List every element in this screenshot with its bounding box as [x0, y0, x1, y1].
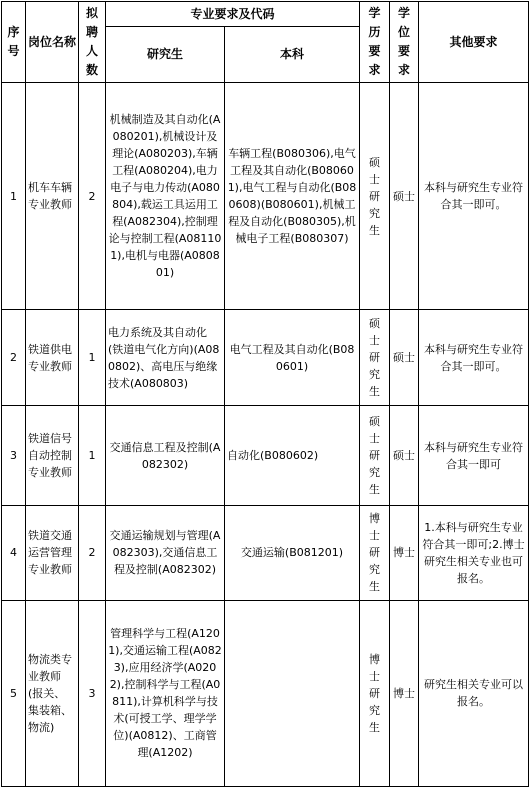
table-row: [2, 600, 529, 786]
cell-planned: 3: [79, 600, 106, 786]
cell-degree: 硕士: [390, 310, 419, 406]
header-postgrad: 研究生: [106, 27, 225, 83]
cell-position: 机车车辆专业教师: [26, 83, 79, 310]
header-other: 其他要求: [419, 2, 529, 83]
cell-education: 硕士研究生: [360, 83, 390, 310]
cell-degree: 硕士: [390, 83, 419, 310]
cell-position: 铁道供电专业教师: [26, 310, 79, 406]
cell-seq: 3: [2, 406, 26, 505]
cell-degree: 博士: [390, 600, 419, 786]
cell-postgrad: 管理科学与工程(A1201),交通运输工程(A0823),应用经济学(A0202),控制科学与工程(A0811),计算机科学与技术(可授工学、理学学位)(A0812)、工商管理(A1202): [106, 600, 225, 786]
cell-other: 1.本科与研究生专业符合其一即可;2.博士研究生相关专业也可报名。: [419, 505, 529, 600]
cell-planned: 2: [79, 83, 106, 310]
cell-degree: 博士: [390, 505, 419, 600]
header-position: 岗位名称: [26, 2, 79, 83]
cell-seq: 4: [2, 505, 26, 600]
header-planned: 拟聘人数: [79, 2, 106, 83]
cell-undergrad: 交通运输(B081201): [225, 505, 360, 600]
cell-other: 研究生相关专业可以报名。: [419, 600, 529, 786]
recruitment-table: [1, 1, 529, 787]
table-row: [2, 310, 529, 406]
cell-education: 博士研究生: [360, 600, 390, 786]
cell-planned: 1: [79, 310, 106, 406]
cell-degree: 硕士: [390, 406, 419, 505]
cell-position: 铁道信号自动控制专业教师: [26, 406, 79, 505]
cell-seq: 5: [2, 600, 26, 786]
cell-other: 本科与研究生专业符合其一即可。: [419, 310, 529, 406]
cell-seq: 2: [2, 310, 26, 406]
cell-education: 硕士研究生: [360, 310, 390, 406]
cell-education: 硕士研究生: [360, 406, 390, 505]
cell-undergrad: 电气工程及其自动化(B080601): [225, 310, 360, 406]
cell-postgrad: 交通信息工程及控制(A082302): [106, 406, 225, 505]
cell-other: 本科与研究生专业符合其一即可。: [419, 83, 529, 310]
header-undergrad: 本科: [225, 27, 360, 83]
cell-seq: 1: [2, 83, 26, 310]
cell-education: 博士研究生: [360, 505, 390, 600]
cell-planned: 2: [79, 505, 106, 600]
header-seq: 序号: [2, 2, 26, 83]
header-education: 学历要求: [360, 2, 390, 83]
cell-postgrad: 电力系统及其自动化(铁道电气化方向)(A080802)、高电压与绝缘技术(A080803): [106, 310, 225, 406]
cell-planned: 1: [79, 406, 106, 505]
header-degree: 学位要求: [390, 2, 419, 83]
table-row: [2, 406, 529, 505]
header-row-1: [2, 2, 529, 27]
cell-postgrad: 交通运输规划与管理(A082303),交通信息工程及控制(A082302): [106, 505, 225, 600]
table-row: [2, 505, 529, 600]
cell-position: 物流类专业教师(报关、集装箱、物流): [26, 600, 79, 786]
cell-undergrad: 车辆工程(B080306),电气工程及其自动化(B080601),电气工程与自动化(B080608)(B080601),机械工程及自动化(B080305),机械电子工程(B080307): [225, 83, 360, 310]
cell-undergrad: 自动化(B080602): [225, 406, 360, 505]
cell-postgrad: 机械制造及其自动化(A080201),机械设计及理论(A080203),车辆工程(A080204),电力电子与电力传动(A080804),载运工具运用工程(A082304),控制理论与控制工程(A081101),电机与电器(A080801): [106, 83, 225, 310]
cell-position: 铁道交通运营管理专业教师: [26, 505, 79, 600]
cell-other: 本科与研究生专业符合其一即可: [419, 406, 529, 505]
table-row: [2, 83, 529, 310]
header-major-group: 专业要求及代码: [106, 2, 360, 27]
cell-undergrad: [225, 600, 360, 786]
